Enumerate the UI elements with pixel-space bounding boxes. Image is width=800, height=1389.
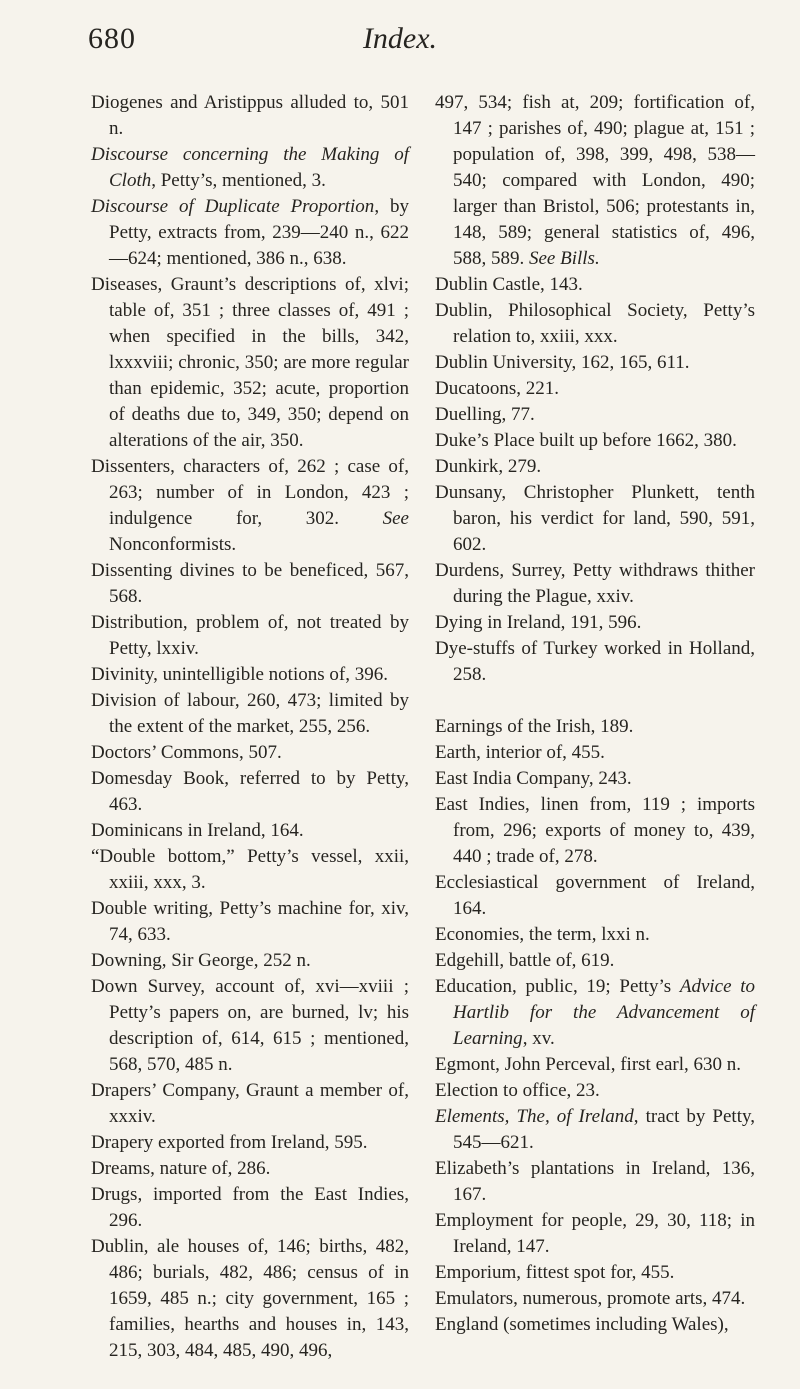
- index-entry: [91, 1078, 409, 1130]
- index-entry-text: , xv.: [522, 1028, 555, 1049]
- index-entry-text: Drapers’ Company, Graunt a member of, xxxiv.: [91, 1080, 409, 1127]
- index-entry-text: Nonconformists.: [109, 534, 237, 555]
- index-entry: [435, 610, 755, 636]
- index-entry: [435, 948, 755, 974]
- index-entry-text: Drugs, imported from the East Indies, 296.: [91, 1184, 409, 1231]
- index-entry-italic-text: Advice to Hartlib for the Advancement of Learning: [453, 976, 756, 1049]
- index-entry-text: Dunkirk, 279.: [435, 456, 542, 477]
- index-entry-text: Durdens, Surrey, Petty withdraws thither during the Plague, xxiv.: [435, 560, 755, 607]
- index-entry-text: Edgehill, battle of, 619.: [435, 950, 615, 971]
- index-entry: [435, 1156, 755, 1208]
- index-entry-text: Election to office, 23.: [435, 1080, 600, 1101]
- running-head: Index.: [362, 22, 438, 55]
- index-entry-text: Division of labour, 260, 473; limited by the extent of the market, 255, 256.: [91, 690, 409, 737]
- index-entry: [435, 1286, 755, 1312]
- index-entry: [91, 1182, 409, 1234]
- index-entry: [91, 1130, 409, 1156]
- index-entry: [435, 1260, 755, 1286]
- index-entry: [435, 636, 755, 688]
- index-entry: [435, 714, 755, 740]
- index-entry: [91, 194, 409, 272]
- index-entry-text: East India Company, 243.: [435, 768, 632, 789]
- index-entry-italic-text: See: [382, 508, 409, 529]
- index-entry-text: Dublin University, 162, 165, 611.: [435, 352, 690, 373]
- index-entry-text: Diogenes and Aristippus alluded to, 501 n.: [91, 92, 409, 139]
- index-entry: [435, 1078, 755, 1104]
- index-entry: [435, 454, 755, 480]
- index-entry: [435, 402, 755, 428]
- index-entry-text: , tract by Petty, 545—621.: [453, 1106, 756, 1153]
- index-entry-text: Emulators, numerous, promote arts, 474.: [435, 1288, 746, 1309]
- index-entry: [435, 428, 755, 454]
- index-entry: [435, 766, 755, 792]
- index-entry-text: Ecclesiastical government of Ireland, 164.: [435, 872, 755, 919]
- index-entry: [91, 818, 409, 844]
- index-entry-text: Drapery exported from Ireland, 595.: [91, 1132, 368, 1153]
- index-entry: [435, 870, 755, 922]
- index-entry-text: Diseases, Graunt’s descriptions of, xlvi; table of, 351 ; three classes of, 491 ; when specified in the bills, 342, lxxxviii; chronic, 350; are more regular than epidemic, 352; acute, proportion of deaths due to, 349, 350; depend on alterations of the air, 350.: [91, 274, 409, 451]
- index-entry: [91, 272, 409, 454]
- index-entry-text: Dye-stuffs of Turkey worked in Holland, 258.: [435, 638, 755, 685]
- index-entry: [91, 1234, 409, 1364]
- index-entry-text: Doctors’ Commons, 507.: [91, 742, 282, 763]
- index-entry: [435, 480, 755, 558]
- index-entry: [91, 948, 409, 974]
- index-entry-text: Duelling, 77.: [435, 404, 535, 425]
- index-entry: [91, 90, 409, 142]
- index-entry: [91, 610, 409, 662]
- index-entry-text: Dunsany, Christopher Plunkett, tenth baron, his verdict for land, 590, 591, 602.: [435, 482, 755, 555]
- index-entry: [435, 558, 755, 610]
- index-entry: [435, 740, 755, 766]
- index-entry: [435, 1052, 755, 1078]
- index-entry-text: Double writing, Petty’s machine for, xiv, 74, 633.: [91, 898, 409, 945]
- index-entry-text: Dublin, Philosophical Society, Petty’s relation to, xxiii, xxx.: [435, 300, 755, 347]
- index-entry: [91, 974, 409, 1078]
- index-entry-text: Dying in Ireland, 191, 596.: [435, 612, 642, 633]
- index-entry: [91, 454, 409, 558]
- index-entry-text: Ducatoons, 221.: [435, 378, 560, 399]
- index-entry-text: Dublin Castle, 143.: [435, 274, 583, 295]
- index-entry-text: Divinity, unintelligible notions of, 396.: [91, 664, 388, 685]
- index-entry-text: East Indies, linen from, 119 ; imports from, 296; exports of money to, 439, 440 ; trade of, 278.: [435, 794, 755, 867]
- index-entry: [435, 298, 755, 350]
- index-entry-text: Earth, interior of, 455.: [435, 742, 605, 763]
- index-entry-text: Earnings of the Irish, 189.: [435, 716, 634, 737]
- index-entry: [435, 350, 755, 376]
- index-entry: [91, 142, 409, 194]
- index-entry-italic-text: Elements, The, of Ireland: [435, 1106, 634, 1127]
- index-entry-text: Employment for people, 29, 30, 118; in Ireland, 147.: [435, 1210, 755, 1257]
- index-entry-text: Domesday Book, referred to by Petty, 463.: [91, 768, 409, 815]
- index-entry-text: Elizabeth’s plantations in Ireland, 136, 167.: [435, 1158, 755, 1205]
- index-entry: [435, 90, 755, 272]
- index-entry-text: Dominicans in Ireland, 164.: [91, 820, 304, 841]
- index-entry-italic-text: Discourse of Duplicate Proportion: [91, 196, 375, 217]
- index-entry: [435, 974, 755, 1052]
- index-column-left: [91, 90, 409, 1364]
- index-entry-text: Dissenting divines to be beneficed, 567, 568.: [91, 560, 409, 607]
- index-entry: [435, 792, 755, 870]
- index-entry: [435, 1208, 755, 1260]
- index-entry: [435, 1104, 755, 1156]
- index-entry-text: Education, public, 19; Petty’s: [435, 976, 680, 997]
- index-entry-italic-text: See Bills.: [529, 248, 600, 269]
- index-entry: [435, 376, 755, 402]
- index-entry: [91, 766, 409, 818]
- index-entry: [91, 1156, 409, 1182]
- index-entry-text: , Petty’s, mentioned, 3.: [151, 170, 326, 191]
- index-entry: [91, 662, 409, 688]
- index-entry-text: Down Survey, account of, xvi—xviii ; Petty’s papers on, are burned, lv; his description of, 614, 615 ; mentioned, 568, 570, 485 n.: [91, 976, 409, 1075]
- index-entry-text: “Double bottom,” Petty’s vessel, xxii, xxiii, xxx, 3.: [91, 846, 409, 893]
- index-entry: [435, 272, 755, 298]
- index-entry-text: Duke’s Place built up before 1662, 380.: [435, 430, 737, 451]
- index-entry-text: Dreams, nature of, 286.: [91, 1158, 271, 1179]
- index-entry: [91, 740, 409, 766]
- index-entry: [91, 844, 409, 896]
- index-entry-text: Downing, Sir George, 252 n.: [91, 950, 311, 971]
- index-entry-text: Distribution, problem of, not treated by Petty, lxxiv.: [91, 612, 409, 659]
- index-entry-text: , by Petty, extracts from, 239—240 n., 622—624; mentioned, 386 n., 638.: [109, 196, 409, 269]
- index-entry-text: England (sometimes including Wales),: [435, 1314, 729, 1335]
- index-entry: [435, 922, 755, 948]
- index-entry-text: Emporium, fittest spot for, 455.: [435, 1262, 675, 1283]
- index-entry: [91, 688, 409, 740]
- index-entry-text: Economies, the term, lxxi n.: [435, 924, 650, 945]
- index-entry: [91, 896, 409, 948]
- index-entry-text: Dublin, ale houses of, 146; births, 482, 486; burials, 482, 486; census of in 1659, 485 n.; city government, 165 ; families, hearths and houses in, 143, 215, 303, 484, 485, 490, 496,: [91, 1236, 409, 1361]
- index-entry: [435, 1312, 755, 1338]
- index-entry-text: Dissenters, characters of, 262 ; case of, 263; number of in London, 423 ; indulgence for, 302.: [91, 456, 409, 529]
- index-entry-italic-text: Discourse concerning the Making of Cloth: [91, 144, 409, 191]
- index-entry-text: Egmont, John Perceval, first earl, 630 n.: [435, 1054, 742, 1075]
- page-number: 680: [88, 22, 136, 55]
- page-header: [0, 22, 800, 72]
- index-entry-text: 497, 534; fish at, 209; fortification of, 147 ; parishes of, 490; plague at, 151 ; population of, 398, 399, 498, 538—540; compared with London, 490; larger than Bristol, 506; protestants in, 148, 589; general statistics of, 496, 588, 589.: [435, 92, 755, 269]
- index-entry: [91, 558, 409, 610]
- index-column-right: [435, 90, 755, 1338]
